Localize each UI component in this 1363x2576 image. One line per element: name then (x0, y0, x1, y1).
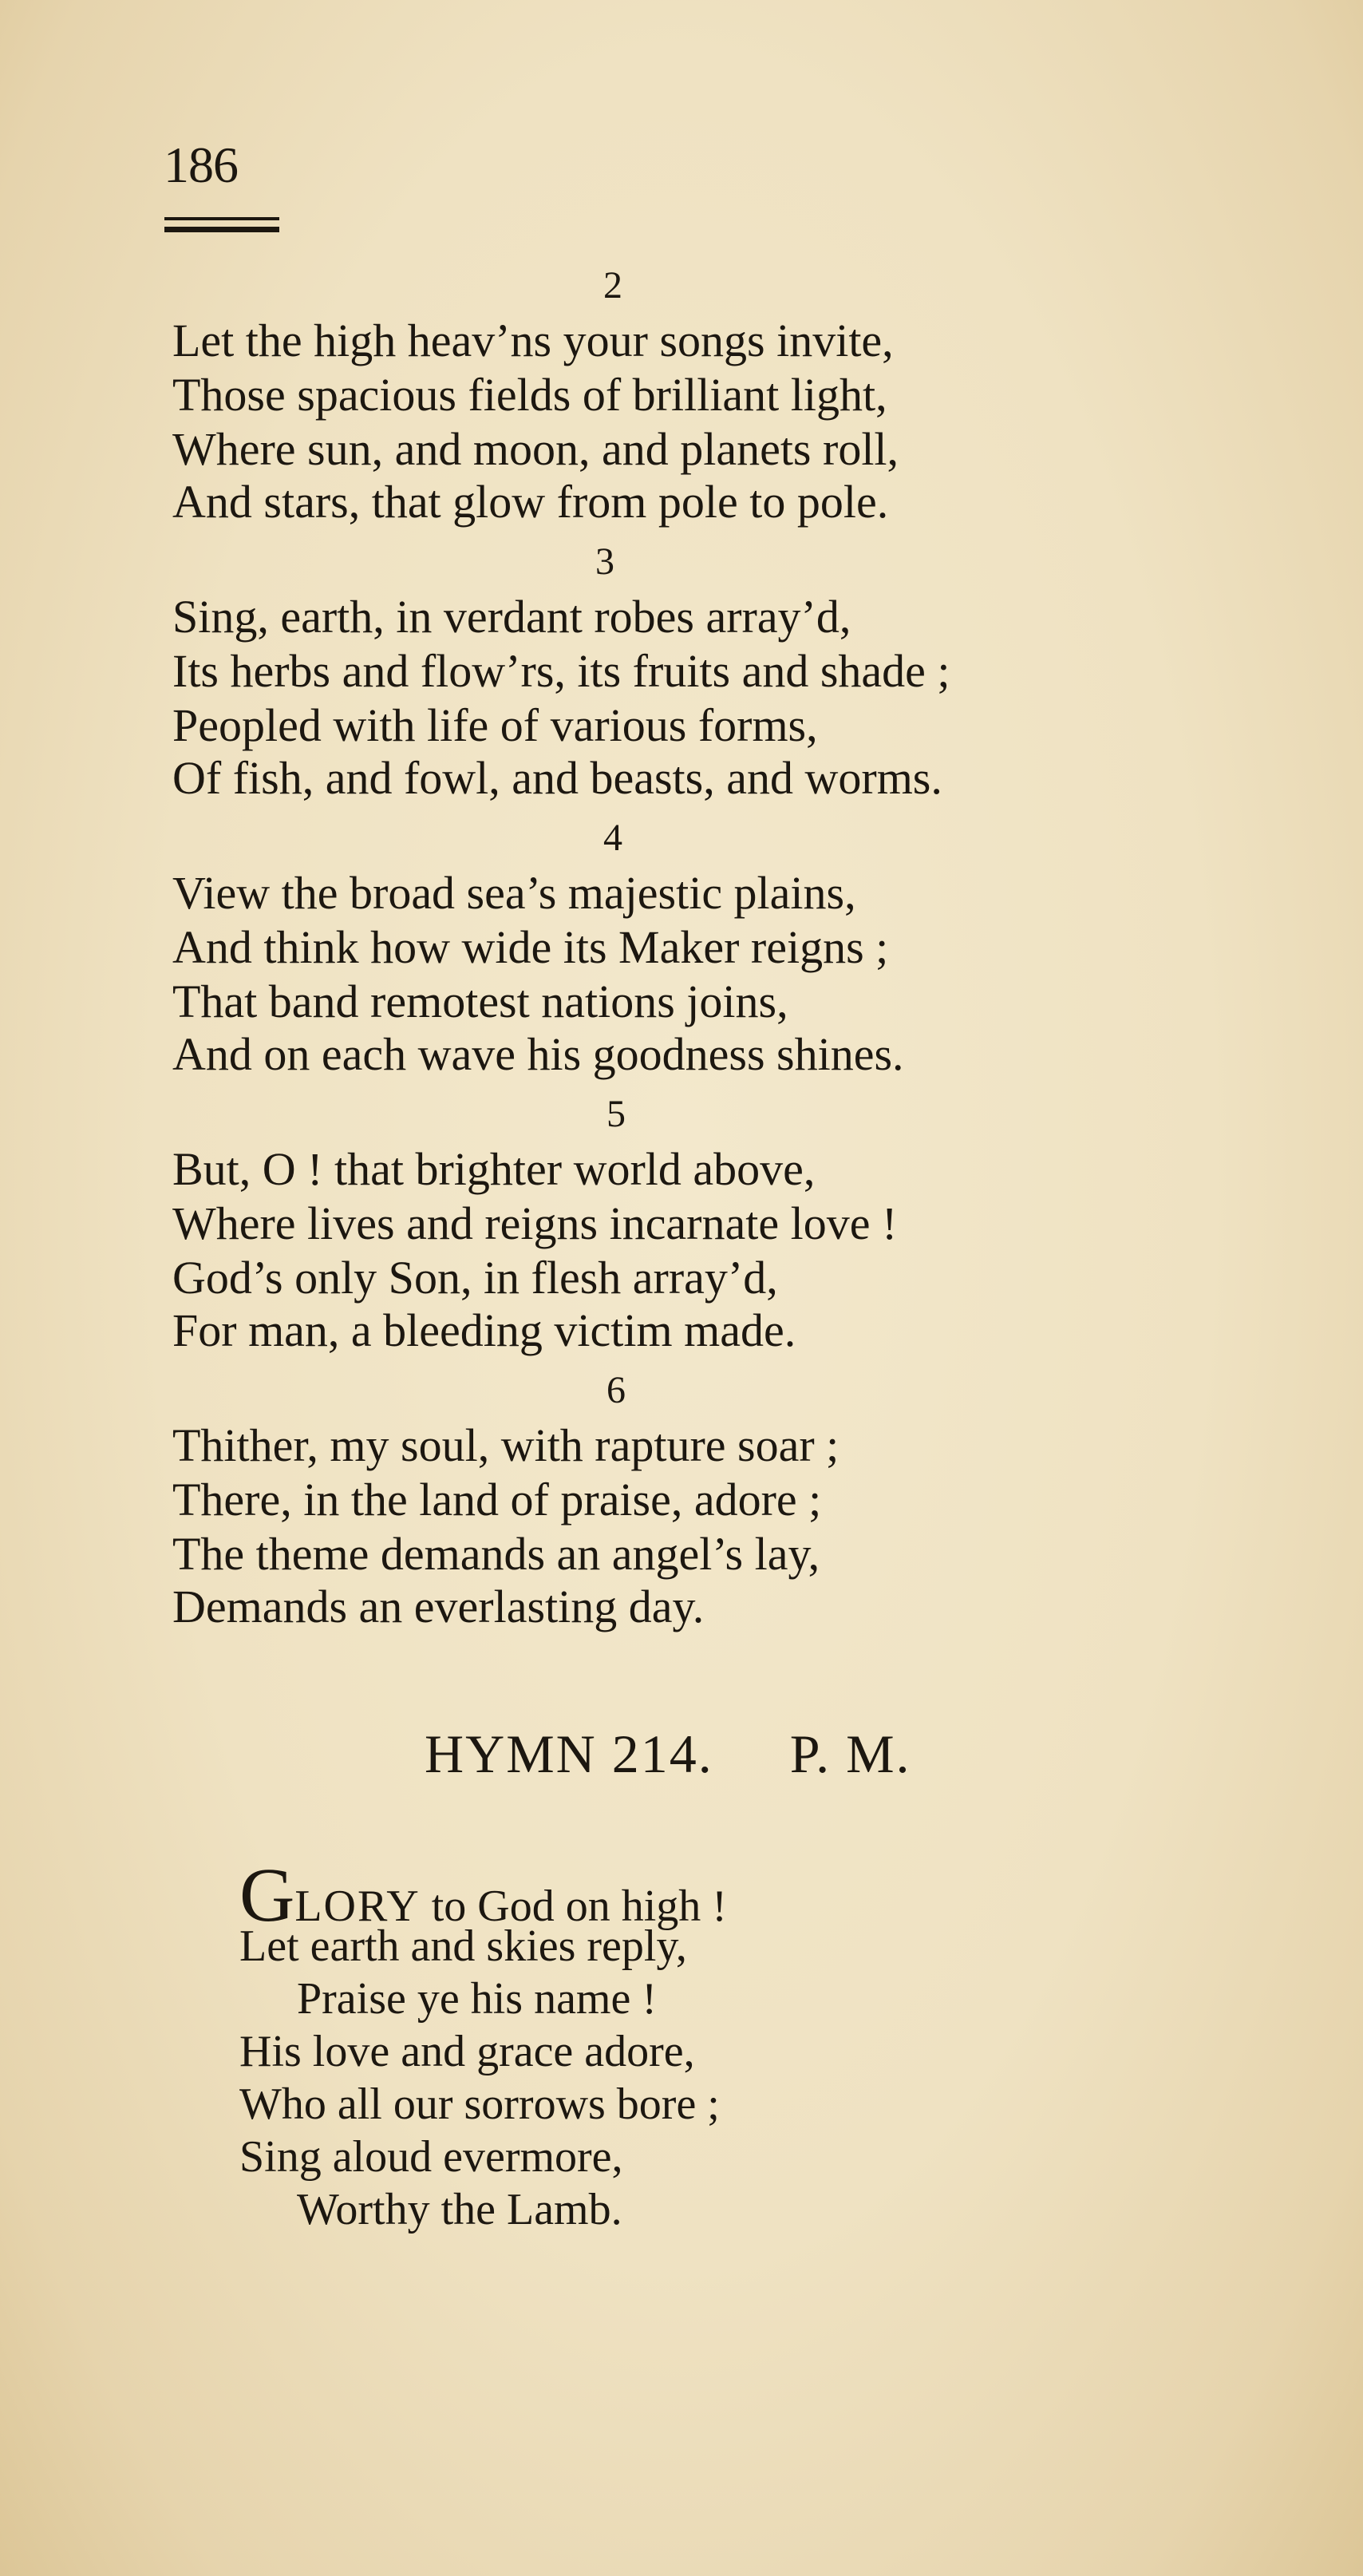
header-rule-thick (164, 227, 279, 232)
stanza-number: 6 (606, 1369, 626, 1411)
verse-line: That band remotest nations joins, (172, 975, 788, 1027)
hymn-line: Let earth and skies reply, (239, 1921, 687, 1971)
verse-line: For man, a bleeding victim made. (172, 1304, 796, 1356)
stanza-number: 4 (603, 817, 622, 859)
hymn-first-line (239, 1852, 727, 1937)
hymn-line: Praise ye his name ! (297, 1974, 657, 2024)
hymn-line: His love and grace adore, (239, 2027, 695, 2076)
page-number: 186 (164, 137, 238, 193)
hymn-line: Worthy the Lamb. (297, 2185, 622, 2234)
first-line-text: to God on high ! (420, 1882, 727, 1931)
verse-line: Of fish, and fowl, and beasts, and worms. (172, 752, 942, 804)
verse-line: And think how wide its Maker reigns ; (172, 921, 889, 973)
stanza-number: 5 (606, 1093, 626, 1135)
header-rule-thin (164, 217, 279, 220)
verse-line: Sing, earth, in verdant robes array’d, (172, 591, 851, 643)
stanza-number: 2 (603, 264, 622, 307)
verse-line: God’s only Son, in flesh array’d, (172, 1252, 778, 1304)
verse-line: And stars, that glow from pole to pole. (172, 476, 889, 528)
hymn-line: Sing aloud evermore, (239, 2132, 623, 2182)
verse-line: Demands an everlasting day. (172, 1581, 705, 1632)
hymn-meter: P. M. (789, 1723, 911, 1784)
verse-line: Where sun, and moon, and planets roll, (172, 423, 899, 475)
stanza-number: 3 (595, 540, 614, 583)
verse-line: Its herbs and flow’rs, its fruits and shade ; (172, 645, 950, 697)
small-caps-word: LORY (294, 1882, 421, 1931)
verse-line: And on each wave his goodness shines. (172, 1028, 904, 1080)
verse-line: Peopled with life of various forms, (172, 699, 818, 751)
verse-line: Let the high heav’ns your songs invite, (172, 315, 894, 366)
verse-line: The theme demands an angel’s lay, (172, 1528, 820, 1580)
verse-line: Those spacious fields of brilliant light, (172, 369, 887, 421)
verse-line: But, O ! that brighter world above, (172, 1143, 816, 1195)
verse-line: There, in the land of praise, adore ; (172, 1474, 822, 1525)
verse-line: Thither, my soul, with rapture soar ; (172, 1419, 840, 1471)
verse-line: Where lives and reigns incarnate love ! (172, 1197, 898, 1249)
drop-cap: G (239, 1852, 295, 1937)
hymn-title (425, 1723, 911, 1786)
hymn-number: HYMN 214. (425, 1723, 713, 1784)
verse-line: View the broad sea’s majestic plains, (172, 867, 856, 919)
hymn-line: Who all our sorrows bore ; (239, 2079, 720, 2129)
